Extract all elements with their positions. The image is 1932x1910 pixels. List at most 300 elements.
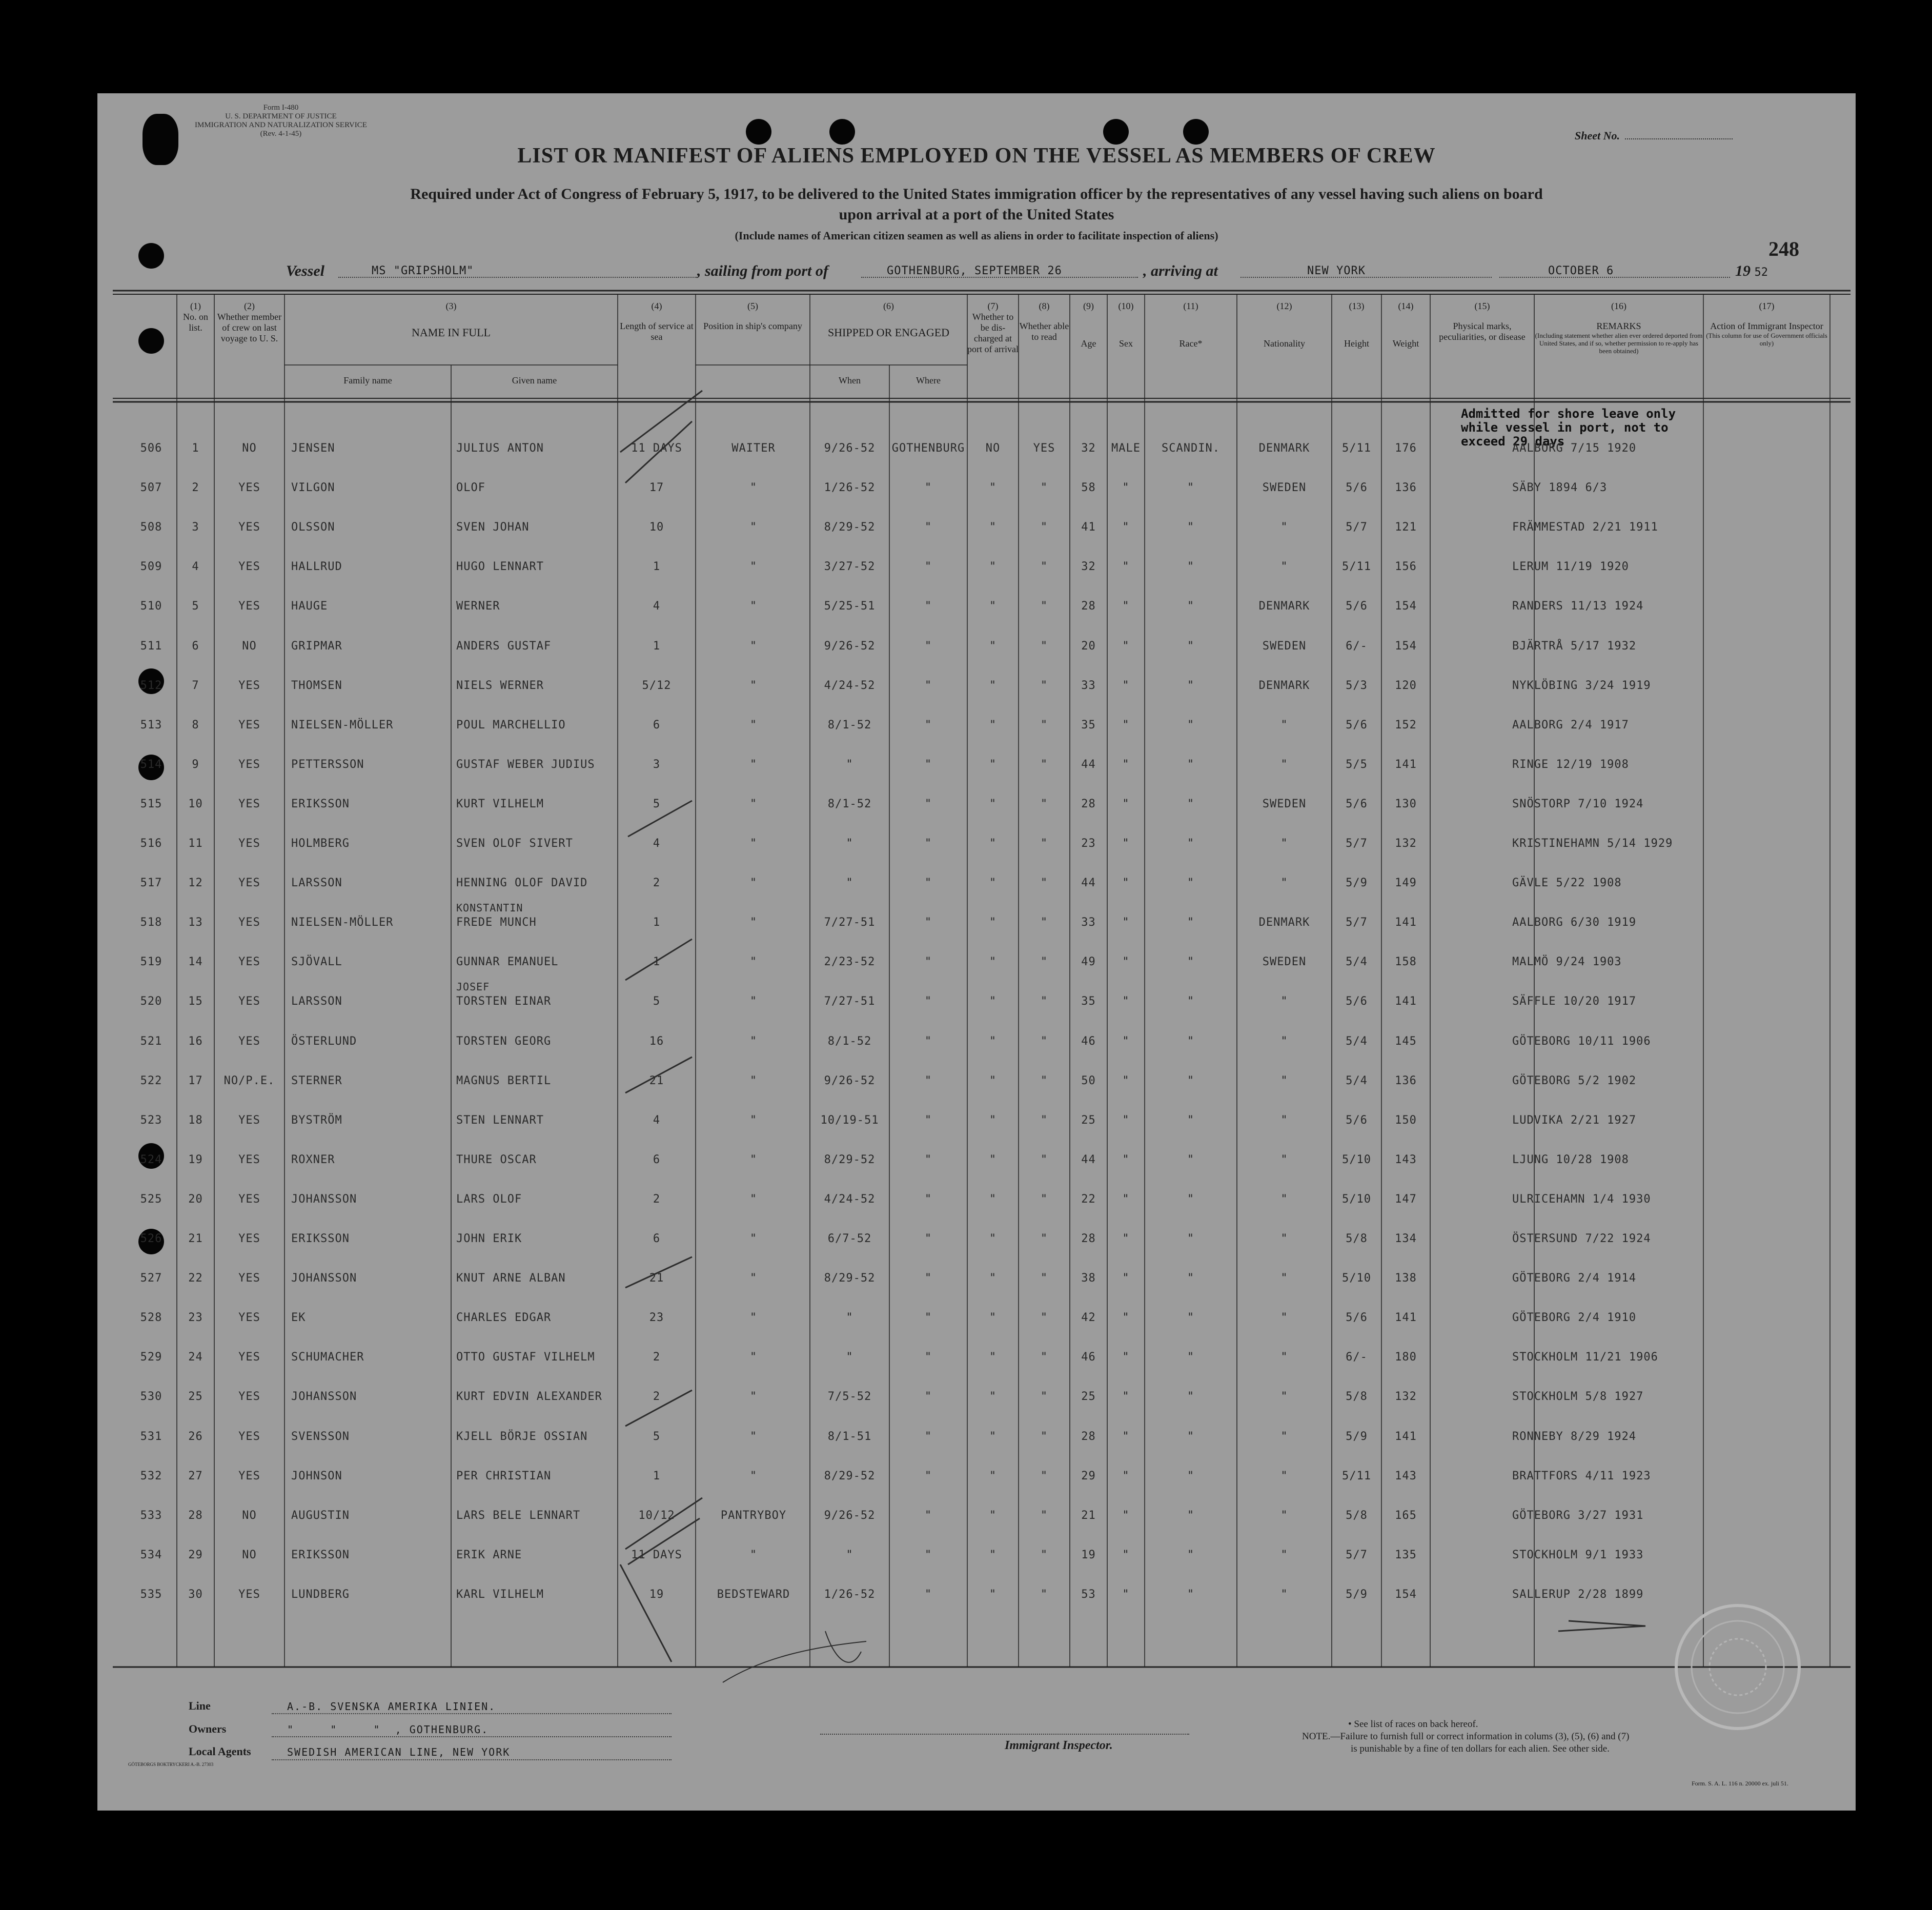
sailing-from: GOTHENBURG, SEPTEMBER 26	[887, 265, 1062, 277]
punch-hole	[829, 119, 855, 145]
line-label: Line	[189, 1699, 211, 1712]
cell-prev: NO	[242, 442, 257, 455]
cell-position: BEDSTEWARD	[717, 1588, 790, 1601]
cell-remarks: ÖSTERSUND 7/22 1924	[1512, 1232, 1651, 1245]
cell-disch: NO	[985, 442, 1001, 455]
cell-disch: "	[989, 1153, 997, 1166]
cell-prev: YES	[238, 1588, 260, 1601]
cell-remarks: KRISTINEHAMN 5/14 1929	[1512, 837, 1673, 850]
cell-sex: "	[1122, 1153, 1130, 1166]
cell-given: ANDERS GUSTAF	[456, 639, 552, 653]
cell-when: 8/1-52	[827, 797, 872, 810]
cell-length: 5	[653, 797, 661, 810]
cell-sex: "	[1122, 877, 1130, 890]
penalty-note-2: is punishable by a fine of ten dollars for each alien. See other side.	[1351, 1743, 1610, 1754]
agents-label: Local Agents	[189, 1745, 251, 1758]
cell-where: "	[924, 837, 932, 850]
cell-prev: YES	[238, 1469, 260, 1482]
cell-sex: "	[1122, 1548, 1130, 1561]
cell-disch: "	[989, 1272, 997, 1285]
cell-length: 6	[653, 1153, 661, 1166]
cell-nat: SWEDEN	[1262, 797, 1307, 810]
cell-when: 8/29-52	[824, 1469, 876, 1482]
cell-sex: "	[1122, 481, 1130, 495]
cell-prev: YES	[238, 837, 260, 850]
col-1-label: No. on list.	[183, 312, 208, 333]
cell-age: 23	[1081, 837, 1096, 850]
cell-family: LARSSON	[291, 877, 342, 890]
cell-nat: "	[1280, 1113, 1288, 1127]
cell-given: LARS BELE LENNART	[456, 1509, 581, 1522]
year-field	[1735, 262, 1768, 280]
cell-ref: 507	[140, 481, 162, 495]
cell-no: 6	[192, 639, 199, 653]
cell-no: 17	[188, 1074, 203, 1087]
cell-where: "	[924, 1192, 932, 1206]
cell-race: "	[1187, 877, 1195, 890]
cell-prev: YES	[238, 797, 260, 810]
cell-nat: "	[1280, 758, 1288, 771]
cell-prev: YES	[238, 679, 260, 692]
col-header-16	[1534, 301, 1703, 355]
col-6b-label: Where	[916, 375, 941, 385]
col-6a-label: When	[839, 375, 861, 385]
col-header-3	[284, 301, 618, 338]
cell-sex: "	[1122, 1469, 1130, 1482]
cell-position: "	[749, 560, 758, 574]
cell-no: 29	[188, 1548, 203, 1561]
cell-height: 6/-	[1346, 639, 1368, 653]
cell-height: 5/4	[1346, 956, 1368, 969]
cell-weight: 143	[1395, 1153, 1417, 1166]
cell-race: "	[1187, 1113, 1195, 1127]
cell-race: "	[1187, 1469, 1195, 1482]
cell-length: 2	[653, 1351, 661, 1364]
line-value: A.-B. SVENSKA AMERIKA LINIEN.	[287, 1700, 496, 1713]
races-note: • See list of races on back hereof.	[1348, 1719, 1478, 1730]
cell-position: "	[749, 837, 758, 850]
cell-family: JOHANSSON	[291, 1390, 357, 1404]
cell-ref: 516	[140, 837, 162, 850]
cell-nat: "	[1280, 1192, 1288, 1206]
cell-remarks: AALBORG 2/4 1917	[1512, 718, 1629, 732]
agents-value: SWEDISH AMERICAN LINE, NEW YORK	[287, 1746, 511, 1758]
cell-weight: 154	[1395, 1588, 1417, 1601]
cell-disch: "	[989, 1192, 997, 1206]
col-header-7	[967, 301, 1019, 355]
col-16-number: (16)	[1611, 301, 1626, 311]
cell-position: "	[749, 1390, 758, 1404]
cell-weight: 130	[1395, 797, 1417, 810]
cell-given: OLOF	[456, 481, 485, 495]
footer-notes	[1302, 1718, 1629, 1755]
cell-sex: "	[1122, 521, 1130, 534]
cell-remarks: GÖTEBORG 2/4 1914	[1512, 1272, 1637, 1285]
col-7-label: Whether to be dis-charged at port of arrival	[967, 312, 1019, 354]
cell-when: 4/24-52	[824, 1192, 876, 1206]
cell-when: 3/27-52	[824, 560, 876, 574]
col-13-label: Height	[1344, 338, 1369, 349]
cell-where: "	[924, 1034, 932, 1048]
cell-remarks: BJÄRTRÅ 5/17 1932	[1512, 639, 1637, 653]
col-3-label: NAME IN FULL	[412, 326, 491, 339]
cell-age: 28	[1081, 1430, 1096, 1443]
cell-race: "	[1187, 995, 1195, 1008]
cell-read: "	[1040, 1548, 1048, 1561]
cell-no: 16	[188, 1034, 203, 1048]
cell-height: 5/4	[1346, 1074, 1368, 1087]
cell-position: "	[749, 718, 758, 732]
cell-where: "	[924, 1588, 932, 1601]
cell-given: THURE OSCAR	[456, 1153, 537, 1166]
cell-age: 29	[1081, 1469, 1096, 1482]
cell-where: "	[924, 679, 932, 692]
cell-prev: YES	[238, 1192, 260, 1206]
cell-family: ERIKSSON	[291, 1232, 350, 1245]
cell-weight: 121	[1395, 521, 1417, 534]
cell-no: 4	[192, 560, 199, 574]
cell-position: WAITER	[731, 442, 776, 455]
cell-prev: YES	[238, 1034, 260, 1048]
cell-when: "	[846, 758, 853, 771]
cell-length: 10	[649, 521, 664, 534]
cell-where: "	[924, 560, 932, 574]
cell-where: "	[924, 1153, 932, 1166]
col-7-number: (7)	[987, 301, 999, 311]
cell-race: "	[1187, 1272, 1195, 1285]
form-number-footer: Form. S. A. L. 116 n. 20000 ex. juli 51.	[1692, 1780, 1788, 1787]
col-10-label: Sex	[1119, 338, 1133, 349]
cell-where: "	[924, 916, 932, 929]
col-8-number: (8)	[1039, 301, 1050, 311]
cell-nat: "	[1280, 1232, 1288, 1245]
cell-given: FREDE MUNCH	[456, 916, 537, 929]
cell-nat: "	[1280, 1588, 1288, 1601]
year-prefix: 19	[1735, 262, 1751, 279]
cell-weight: 152	[1395, 718, 1417, 732]
stamp-line-2: while vessel in port, not to	[1461, 420, 1669, 435]
cell-sex: "	[1122, 1390, 1130, 1404]
form-identifier	[195, 104, 367, 138]
cell-when: "	[846, 877, 853, 890]
cell-position: "	[749, 1311, 758, 1325]
cell-no: 22	[188, 1272, 203, 1285]
cell-read: "	[1040, 639, 1048, 653]
cell-height: 5/9	[1346, 877, 1368, 890]
cell-read: "	[1040, 718, 1048, 732]
cell-when: 9/26-52	[824, 1074, 876, 1087]
cell-height: 5/6	[1346, 718, 1368, 732]
cell-remarks: RINGE 12/19 1908	[1512, 758, 1629, 771]
cell-length: 4	[653, 837, 661, 850]
cell-weight: 135	[1395, 1548, 1417, 1561]
cell-read: "	[1040, 1192, 1048, 1206]
cell-disch: "	[989, 1509, 997, 1522]
cell-race: "	[1187, 718, 1195, 732]
cell-where: "	[924, 1113, 932, 1127]
cell-length: 1	[653, 560, 661, 574]
cell-prev: YES	[238, 521, 260, 534]
cell-length: 17	[649, 481, 664, 495]
cell-race: "	[1187, 956, 1195, 969]
cell-read: "	[1040, 1509, 1048, 1522]
cell-no: 20	[188, 1192, 203, 1206]
cell-position: "	[749, 877, 758, 890]
col-header-4	[618, 301, 696, 342]
cell-no: 15	[188, 995, 203, 1008]
col-12-label: Nationality	[1264, 338, 1305, 349]
cell-length: 2	[653, 1192, 661, 1206]
cell-given: SVEN OLOF SIVERT	[456, 837, 573, 850]
cell-height: 5/9	[1346, 1430, 1368, 1443]
cell-family: NIELSEN-MÖLLER	[291, 718, 394, 732]
cell-no: 11	[188, 837, 203, 850]
cell-weight: 141	[1395, 758, 1417, 771]
cell-read: "	[1040, 1272, 1048, 1285]
cell-nat: "	[1280, 1469, 1288, 1482]
cell-no: 1	[192, 442, 199, 455]
cell-remarks: ULRICEHAMN 1/4 1930	[1512, 1192, 1651, 1206]
cell-read: "	[1040, 995, 1048, 1008]
cell-no: 12	[188, 877, 203, 890]
cell-sex: "	[1122, 560, 1130, 574]
cell-no: 21	[188, 1232, 203, 1245]
cell-prev: YES	[238, 1232, 260, 1245]
cell-family: JENSEN	[291, 442, 335, 455]
cell-remarks: SÄFFLE 10/20 1917	[1512, 995, 1637, 1008]
cell-length: 1	[653, 639, 661, 653]
col-14-number: (14)	[1398, 301, 1414, 311]
cell-ref: 515	[140, 797, 162, 810]
cell-sex: "	[1122, 1074, 1130, 1087]
cell-sex: "	[1122, 679, 1130, 692]
cell-race: "	[1187, 521, 1195, 534]
cell-ref: 535	[140, 1588, 162, 1601]
year: 52	[1754, 266, 1768, 279]
cell-race: "	[1187, 600, 1195, 613]
cell-prev: YES	[238, 1430, 260, 1443]
vessel-name: MS "GRIPSHOLM"	[372, 265, 474, 277]
cell-height: 5/11	[1342, 1469, 1371, 1482]
arriving-label: , arriving at	[1143, 262, 1218, 279]
cell-family: JOHNSON	[291, 1469, 342, 1482]
cell-when: 1/26-52	[824, 1588, 876, 1601]
cell-sex: "	[1122, 956, 1130, 969]
col-header-12	[1237, 301, 1332, 349]
punch-hole	[746, 119, 771, 145]
cell-disch: "	[989, 1034, 997, 1048]
cell-ref: 533	[140, 1509, 162, 1522]
cell-sex: "	[1122, 1588, 1130, 1601]
cell-position: "	[749, 1074, 758, 1087]
cell-no: 30	[188, 1588, 203, 1601]
page-title: LIST OR MANIFEST OF ALIENS EMPLOYED ON THE VESSEL AS MEMBERS OF CREW	[517, 144, 1436, 168]
cell-height: 5/11	[1342, 442, 1371, 455]
cell-where: "	[924, 1548, 932, 1561]
cell-where: "	[924, 1430, 932, 1443]
cell-given: KURT VILHELM	[456, 797, 544, 810]
cell-age: 19	[1081, 1548, 1096, 1561]
cell-prev: YES	[238, 995, 260, 1008]
col-11-number: (11)	[1183, 301, 1198, 311]
col-1-number: (1)	[190, 301, 201, 311]
cell-disch: "	[989, 758, 997, 771]
cell-ref: 522	[140, 1074, 162, 1087]
cell-prev: YES	[238, 758, 260, 771]
cell-remarks: MALMÖ 9/24 1903	[1512, 956, 1622, 969]
cell-sex: "	[1122, 797, 1130, 810]
cell-age: 32	[1081, 442, 1096, 455]
cell-given: KJELL BÖRJE OSSIAN	[456, 1430, 588, 1443]
col-10-number: (10)	[1118, 301, 1134, 311]
col-5-number: (5)	[747, 301, 758, 311]
cell-read: "	[1040, 916, 1048, 929]
cell-when: 8/1-52	[827, 1034, 872, 1048]
cell-where: "	[924, 481, 932, 495]
cell-family: SCHUMACHER	[291, 1351, 364, 1364]
cell-no: 19	[188, 1153, 203, 1166]
cell-no: 13	[188, 916, 203, 929]
cell-race: "	[1187, 1074, 1195, 1087]
cell-remarks: STOCKHOLM 11/21 1906	[1512, 1351, 1658, 1364]
col-header-1	[177, 301, 214, 333]
cell-where: "	[924, 877, 932, 890]
cell-nat: "	[1280, 1034, 1288, 1048]
cell-read: "	[1040, 956, 1048, 969]
col-header-2	[214, 301, 284, 344]
cell-remarks: BRATTFORS 4/11 1923	[1512, 1469, 1651, 1482]
cell-height: 5/7	[1346, 837, 1368, 850]
col-17-label: Action of Immigrant Inspector	[1710, 321, 1823, 331]
cell-weight: 180	[1395, 1351, 1417, 1364]
sailing-label: , sailing from port of	[697, 262, 828, 279]
cell-race: "	[1187, 1430, 1195, 1443]
cell-race: "	[1187, 481, 1195, 495]
cell-where: "	[924, 797, 932, 810]
cell-nat: "	[1280, 1351, 1288, 1364]
printer-imprint: GÖTEBORGS BOKTRYCKERI A.-B. 27303	[128, 1762, 214, 1767]
cell-remarks: GÄVLE 5/22 1908	[1512, 877, 1622, 890]
cell-position: "	[749, 1272, 758, 1285]
cell-disch: "	[989, 837, 997, 850]
cell-height: 5/6	[1346, 995, 1368, 1008]
cell-weight: 154	[1395, 600, 1417, 613]
cell-given: JOHN ERIK	[456, 1232, 522, 1245]
cell-when: 8/1-51	[827, 1430, 872, 1443]
cell-disch: "	[989, 521, 997, 534]
cell-remarks: LERUM 11/19 1920	[1512, 560, 1629, 574]
cell-ref: 529	[140, 1351, 162, 1364]
col-2-number: (2)	[244, 301, 255, 311]
col-header-6	[810, 301, 967, 338]
cell-ref: 523	[140, 1113, 162, 1127]
cell-disch: "	[989, 1430, 997, 1443]
cell-weight: 141	[1395, 1311, 1417, 1325]
cell-race: "	[1187, 639, 1195, 653]
cell-length: 19	[649, 1588, 664, 1601]
cell-remarks: STOCKHOLM 5/8 1927	[1512, 1390, 1644, 1404]
cell-weight: 156	[1395, 560, 1417, 574]
cell-sex: "	[1122, 1232, 1130, 1245]
cell-race: "	[1187, 837, 1195, 850]
cell-length: 5	[653, 995, 661, 1008]
col-6-label: SHIPPED OR ENGAGED	[827, 326, 950, 339]
subtitle-continued: upon arrival at a port of the United States	[839, 206, 1114, 223]
cell-length: 4	[653, 1113, 661, 1127]
cell-when: 8/29-52	[824, 521, 876, 534]
cell-height: 5/7	[1346, 521, 1368, 534]
cell-length: 5/12	[642, 679, 672, 692]
cell-no: 5	[192, 600, 199, 613]
cell-read: "	[1040, 758, 1048, 771]
owners-value: " " " , GOTHENBURG.	[287, 1723, 489, 1736]
cell-sex: "	[1122, 758, 1130, 771]
cell-disch: "	[989, 1548, 997, 1561]
cell-given: NIELS WERNER	[456, 679, 544, 692]
col-4-label: Length of service at sea	[620, 321, 694, 342]
cell-age: 46	[1081, 1034, 1096, 1048]
cell-position: "	[749, 916, 758, 929]
cell-position: "	[749, 639, 758, 653]
col-17-number: (17)	[1759, 301, 1775, 311]
cell-family: OLSSON	[291, 521, 335, 534]
cell-remarks: NYKLÖBING 3/24 1919	[1512, 679, 1651, 692]
cell-no: 25	[188, 1390, 203, 1404]
cell-sex: "	[1122, 1509, 1130, 1522]
cell-family: STERNER	[291, 1074, 342, 1087]
cell-weight: 165	[1395, 1509, 1417, 1522]
cell-height: 5/3	[1346, 679, 1368, 692]
col-8-label: Whether able to read	[1019, 321, 1069, 342]
cell-race: "	[1187, 916, 1195, 929]
cell-race: "	[1187, 1390, 1195, 1404]
cell-height: 5/9	[1346, 1588, 1368, 1601]
cell-position: "	[749, 600, 758, 613]
cell-where: "	[924, 1232, 932, 1245]
cell-family: VILGON	[291, 481, 335, 495]
cell-height: 5/6	[1346, 481, 1368, 495]
cell-ref: 510	[140, 600, 162, 613]
cell-nat: SWEDEN	[1262, 639, 1307, 653]
sheet-number-blank	[1625, 138, 1733, 139]
cell-length: 1	[653, 1469, 661, 1482]
cell-disch: "	[989, 956, 997, 969]
cell-height: 5/8	[1346, 1232, 1368, 1245]
cell-position: PANTRYBOY	[720, 1509, 787, 1522]
cell-family: ERIKSSON	[291, 797, 350, 810]
cell-race: "	[1187, 679, 1195, 692]
cell-where: "	[924, 1351, 932, 1364]
cell-sex: MALE	[1111, 442, 1141, 455]
cell-when: 8/29-52	[824, 1153, 876, 1166]
cell-disch: "	[989, 1588, 997, 1601]
cell-ref: 521	[140, 1034, 162, 1048]
cell-ref: 527	[140, 1272, 162, 1285]
cell-nat: DENMARK	[1258, 916, 1310, 929]
cell-read: "	[1040, 1311, 1048, 1325]
cell-prev: YES	[238, 1351, 260, 1364]
cell-age: 49	[1081, 956, 1096, 969]
cell-no: 26	[188, 1430, 203, 1443]
cell-nat: "	[1280, 1509, 1288, 1522]
cell-disch: "	[989, 916, 997, 929]
cell-when: 9/26-52	[824, 1509, 876, 1522]
cell-given: JULIUS ANTON	[456, 442, 544, 455]
cell-age: 33	[1081, 916, 1096, 929]
cell-no: 10	[188, 797, 203, 810]
cell-nat: "	[1280, 521, 1288, 534]
cell-disch: "	[989, 1113, 997, 1127]
